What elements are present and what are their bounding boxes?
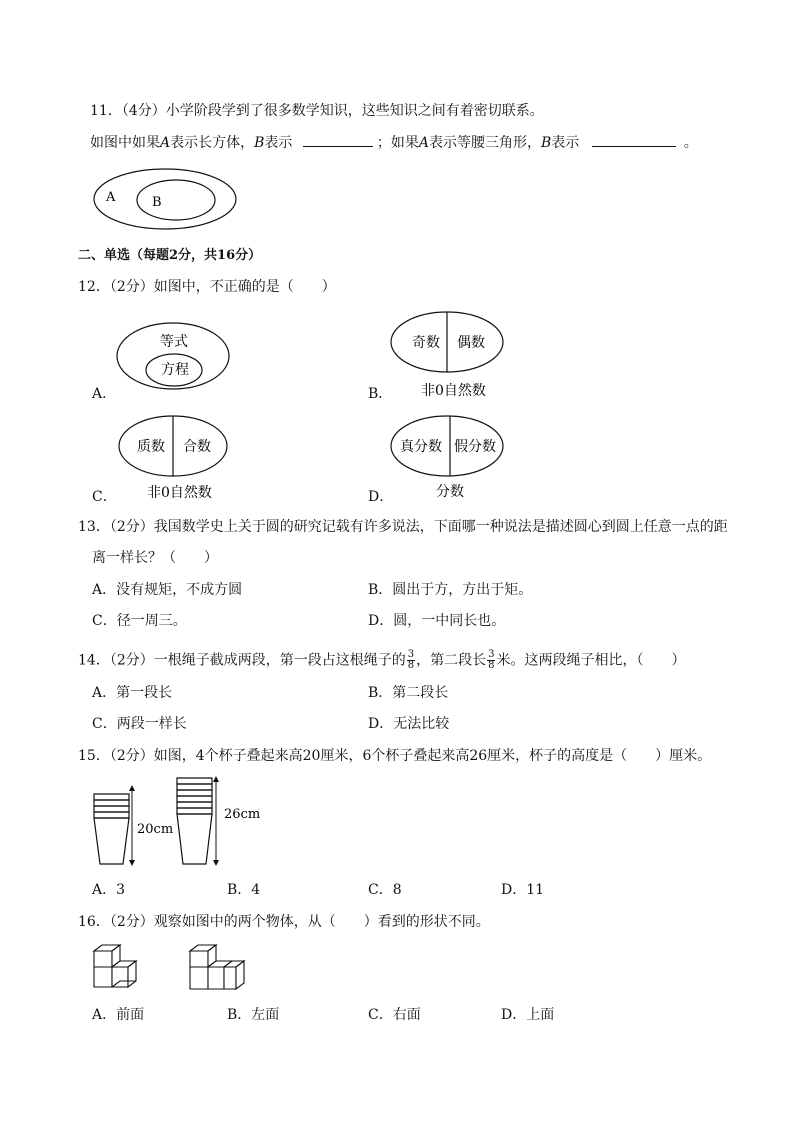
q11-var-a: A <box>160 135 171 151</box>
q11-text: 。 <box>683 135 698 151</box>
section-heading: 二、单选（每题2分，共16分） <box>78 248 262 263</box>
q14-option-b[interactable]: B．第二段长 <box>368 685 449 701</box>
q11-stem: 11．（4分）小学阶段学到了很多数学知识，这些知识之间有着密切联系。 <box>90 103 544 119</box>
q12c-left-label: 质数 <box>137 439 165 455</box>
q16-option-b[interactable]: B．左面 <box>227 1007 280 1023</box>
q14-text: ，第二段长 <box>416 652 487 669</box>
q12-stem: 12．（2分）如图中，不正确的是（ ） <box>78 279 336 295</box>
q12-option-c[interactable]: C． <box>92 489 117 505</box>
q14-option-d[interactable]: D．无法比较 <box>368 716 450 732</box>
q11-text: 表示 <box>551 135 580 151</box>
q16-object-2 <box>190 945 244 989</box>
q11-var-b: B <box>541 135 552 151</box>
q11-text: 表示长方体， <box>170 135 255 151</box>
q11-text: 表示等腰三角形， <box>429 135 541 151</box>
q16-option-d[interactable]: D．上面 <box>501 1007 555 1023</box>
q12-option-b[interactable]: B． <box>368 386 393 402</box>
q12b-right-label: 偶数 <box>457 335 485 351</box>
q12a-outer-label: 等式 <box>160 334 188 350</box>
q14-frac2-denominator: 8 <box>488 660 495 671</box>
q13-option-a[interactable]: A．没有规矩，不成方圆 <box>92 582 243 598</box>
q14-frac2-numerator: 3 <box>488 649 495 660</box>
q14-option-c[interactable]: C．两段一样长 <box>92 716 187 732</box>
q11-label-a: A <box>106 190 116 205</box>
q12b-left-label: 奇数 <box>412 335 440 351</box>
q14-option-a[interactable]: A．第一段长 <box>92 685 173 701</box>
q11-text: 表示 <box>264 135 293 151</box>
q14-text: 14．（2分）一根绳子截成两段，第一段占这根绳子的 <box>78 652 406 669</box>
q11-text: 如图中如果 <box>90 135 160 151</box>
q12d-caption: 分数 <box>436 484 464 500</box>
q13-option-d[interactable]: D．圆，一中同长也。 <box>368 613 506 629</box>
q12a-inner-label: 方程 <box>161 362 189 378</box>
q12-option-a[interactable]: A． <box>92 386 117 402</box>
q16-object-1 <box>94 945 136 987</box>
q15-label-6: 26cm <box>224 807 261 822</box>
q14-text: 米。这两段绳子相比，（ ） <box>496 652 686 669</box>
q11-text: ；如果 <box>376 135 419 151</box>
q11-label-b: B <box>152 195 162 210</box>
q15-label-4: 20cm <box>137 822 174 837</box>
q15-option-b[interactable]: B．4 <box>227 882 261 898</box>
q12b-caption: 非0自然数 <box>421 383 486 399</box>
q16-option-c[interactable]: C．右面 <box>368 1007 421 1023</box>
q16-option-a[interactable]: A．前面 <box>92 1007 145 1023</box>
q14-frac1-denominator: 8 <box>407 660 415 671</box>
q12d-left-label: 真分数 <box>400 439 442 455</box>
q15-stem: 15．（2分）如图，4个杯子叠起来高20厘米，6个杯子叠起来高26厘米，杯子的高度是（ ）厘米。 <box>78 748 712 764</box>
q12d-right-label: 假分数 <box>454 439 496 455</box>
q12c-right-label: 合数 <box>183 439 211 455</box>
q13-option-c[interactable]: C．径一周三。 <box>92 613 187 629</box>
q12-option-d[interactable]: D． <box>368 489 394 505</box>
q15-option-a[interactable]: A．3 <box>92 882 126 898</box>
q13-stem-line1: 13．（2分）我国数学史上关于圆的研究记载有许多说法，下面哪一种说法是描述圆心到圆上任意一点的距 <box>78 519 728 535</box>
q11-var-a: A <box>418 135 429 151</box>
q16-stem: 16．（2分）观察如图中的两个物体，从（ ）看到的形状不同。 <box>78 914 490 930</box>
q15-option-d[interactable]: D．11 <box>501 882 545 898</box>
q12c-caption: 非0自然数 <box>147 485 212 501</box>
q13-option-b[interactable]: B．圆出于方，方出于矩。 <box>368 582 533 598</box>
q14-frac1-numerator: 3 <box>407 649 415 660</box>
q11-var-b: B <box>254 135 265 151</box>
q13-stem-line2: 离一样长？（ ） <box>92 550 218 566</box>
q15-option-c[interactable]: C．8 <box>368 882 402 898</box>
